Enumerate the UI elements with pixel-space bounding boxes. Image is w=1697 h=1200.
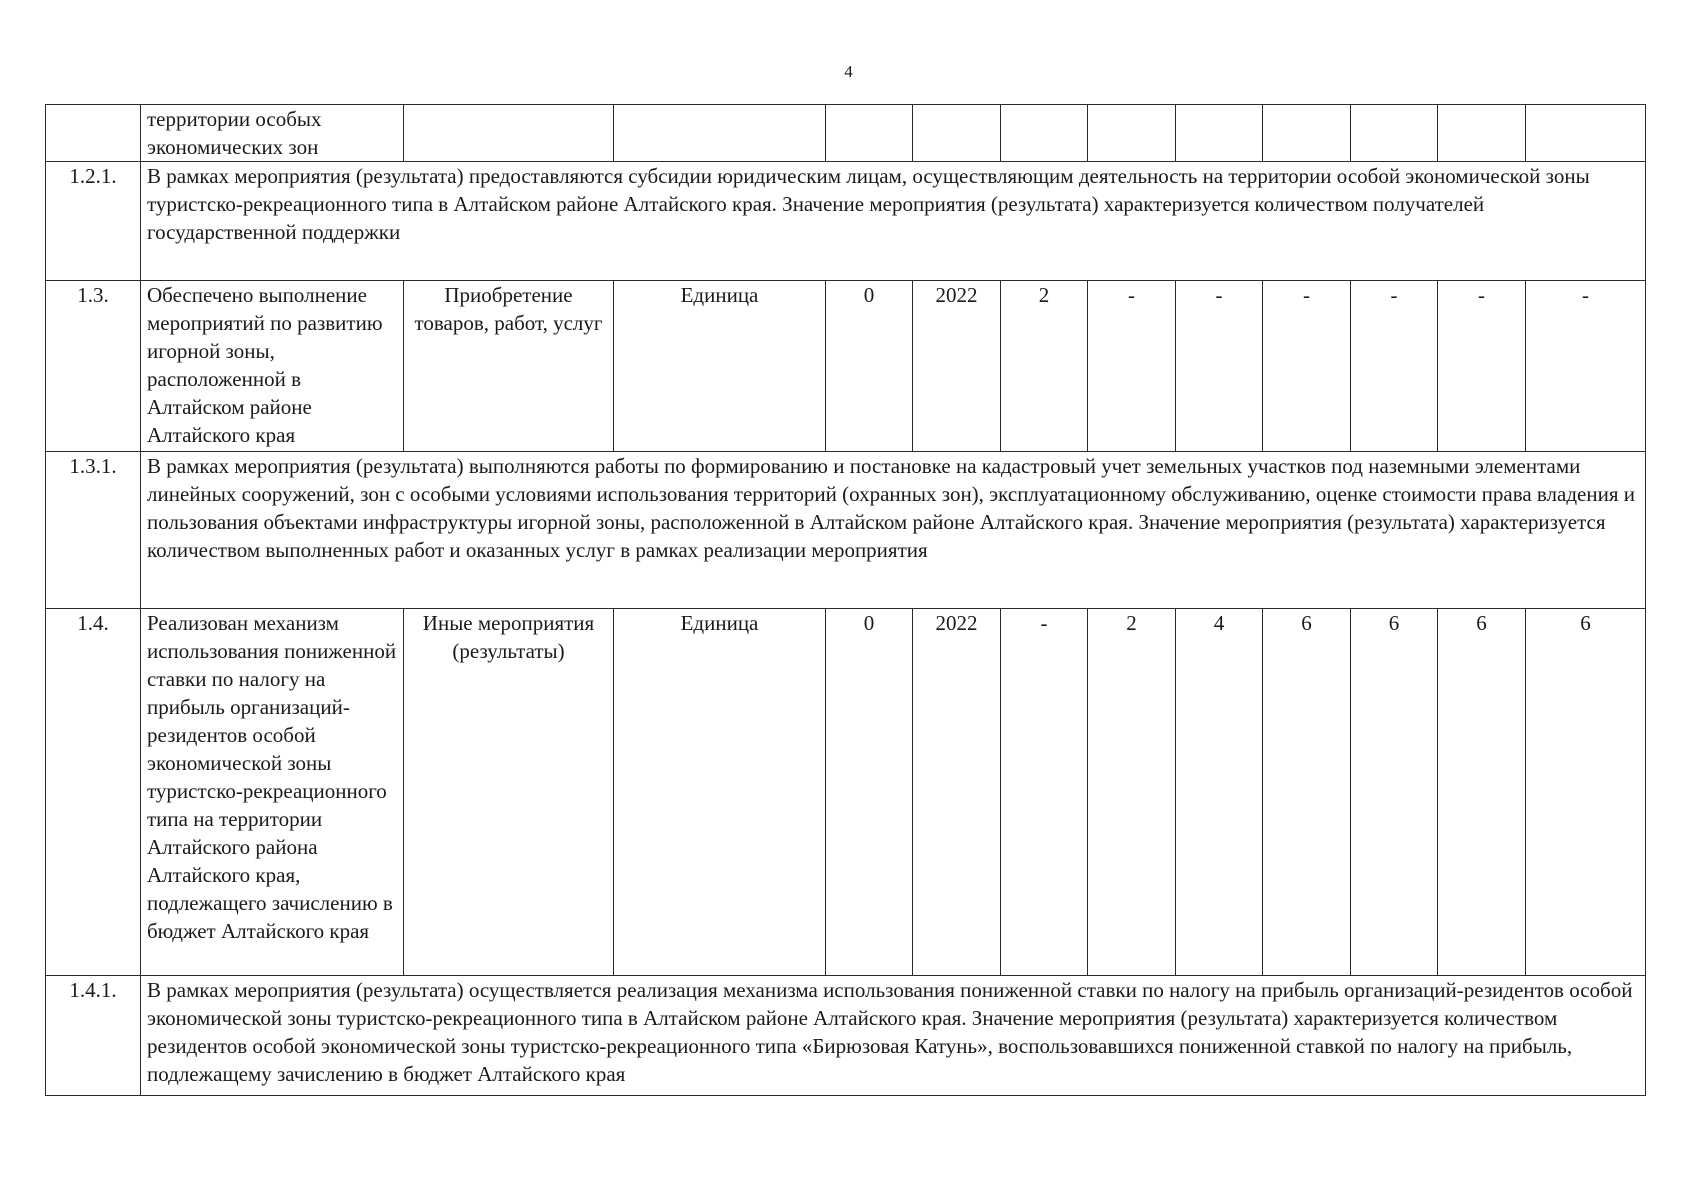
year-value: 6 <box>1263 609 1351 976</box>
unit: Единица <box>614 281 826 452</box>
table-row <box>46 162 1646 281</box>
result-description: В рамках мероприятия (результата) осуществляется реализация механизма использования пониженной ставки по налогу на прибыль организаций-резидентов особой экономической зоны туристско-рекреационного типа в Алтайском районе Алтайского края. Значение мероприятия (результата) характеризуется количеством резидентов особой экономической зоны туристско-рекреационного типа «Бирюзовая Катунь», воспользовавшихся пониженной ставкой по налогу на прибыль, подлежащему зачислению в бюджет Алтайского края <box>141 976 1646 1096</box>
table-row <box>46 281 1646 452</box>
result-name: территории особых экономических зон <box>141 105 404 162</box>
unit <box>614 105 826 162</box>
base-year: 2022 <box>913 281 1001 452</box>
year-value: - <box>1526 281 1646 452</box>
results-table <box>45 104 1646 1096</box>
row-number <box>46 105 141 162</box>
unit: Единица <box>614 609 826 976</box>
page-number: 4 <box>844 62 853 81</box>
result-type: Иные мероприятия (результаты) <box>404 609 614 976</box>
table-row <box>46 105 1646 162</box>
year-value: 6 <box>1351 609 1438 976</box>
result-name: Обеспечено выполнение мероприятий по развитию игорной зоны, расположенной в Алтайском районе Алтайского края <box>141 281 404 452</box>
year-value: 2 <box>1088 609 1176 976</box>
row-number: 1.3. <box>46 281 141 452</box>
base-year: 2022 <box>913 609 1001 976</box>
result-type <box>404 105 614 162</box>
result-description: В рамках мероприятия (результата) выполняются работы по формированию и постановке на кадастровый учет земельных участков под наземными элементами линейных сооружений, зон с особыми условиями использования территорий (охранных зон), эксплуатационному обслуживанию, оценке стоимости права владения и пользования объектами инфраструктуры игорной зоны, расположенной в Алтайском районе Алтайского края. Значение мероприятия (результата) характеризуется количеством выполненных работ и оказанных услуг в рамках реализации мероприятия <box>141 452 1646 609</box>
year-value: 6 <box>1438 609 1526 976</box>
row-number: 1.3.1. <box>46 452 141 609</box>
row-number: 1.4.1. <box>46 976 141 1096</box>
year-value: - <box>1176 281 1263 452</box>
table-row <box>46 976 1646 1096</box>
row-number: 1.2.1. <box>46 162 141 281</box>
table-row <box>46 452 1646 609</box>
base-value: 0 <box>826 609 913 976</box>
year-value: - <box>1438 281 1526 452</box>
year-value: - <box>1351 281 1438 452</box>
row-number: 1.4. <box>46 609 141 976</box>
year-value: - <box>1088 281 1176 452</box>
result-type: Приобретение товаров, работ, услуг <box>404 281 614 452</box>
year-value: - <box>1263 281 1351 452</box>
base-value: 0 <box>826 281 913 452</box>
table-row <box>46 609 1646 976</box>
year-value: 6 <box>1526 609 1646 976</box>
year-value: 2 <box>1001 281 1088 452</box>
year-value: 4 <box>1176 609 1263 976</box>
result-name: Реализован механизм использования пониженной ставки по налогу на прибыль организаций-резидентов особой экономической зоны туристско-рекреационного типа на территории Алтайского района Алтайского края, подлежащего зачислению в бюджет Алтайского края <box>141 609 404 976</box>
result-description: В рамках мероприятия (результата) предоставляются субсидии юридическим лицам, осуществляющим деятельность на территории особой экономической зоны туристско-рекреационного типа в Алтайском районе Алтайского края. Значение мероприятия (результата) характеризуется количеством получателей государственной поддержки <box>141 162 1646 281</box>
year-value: - <box>1001 609 1088 976</box>
